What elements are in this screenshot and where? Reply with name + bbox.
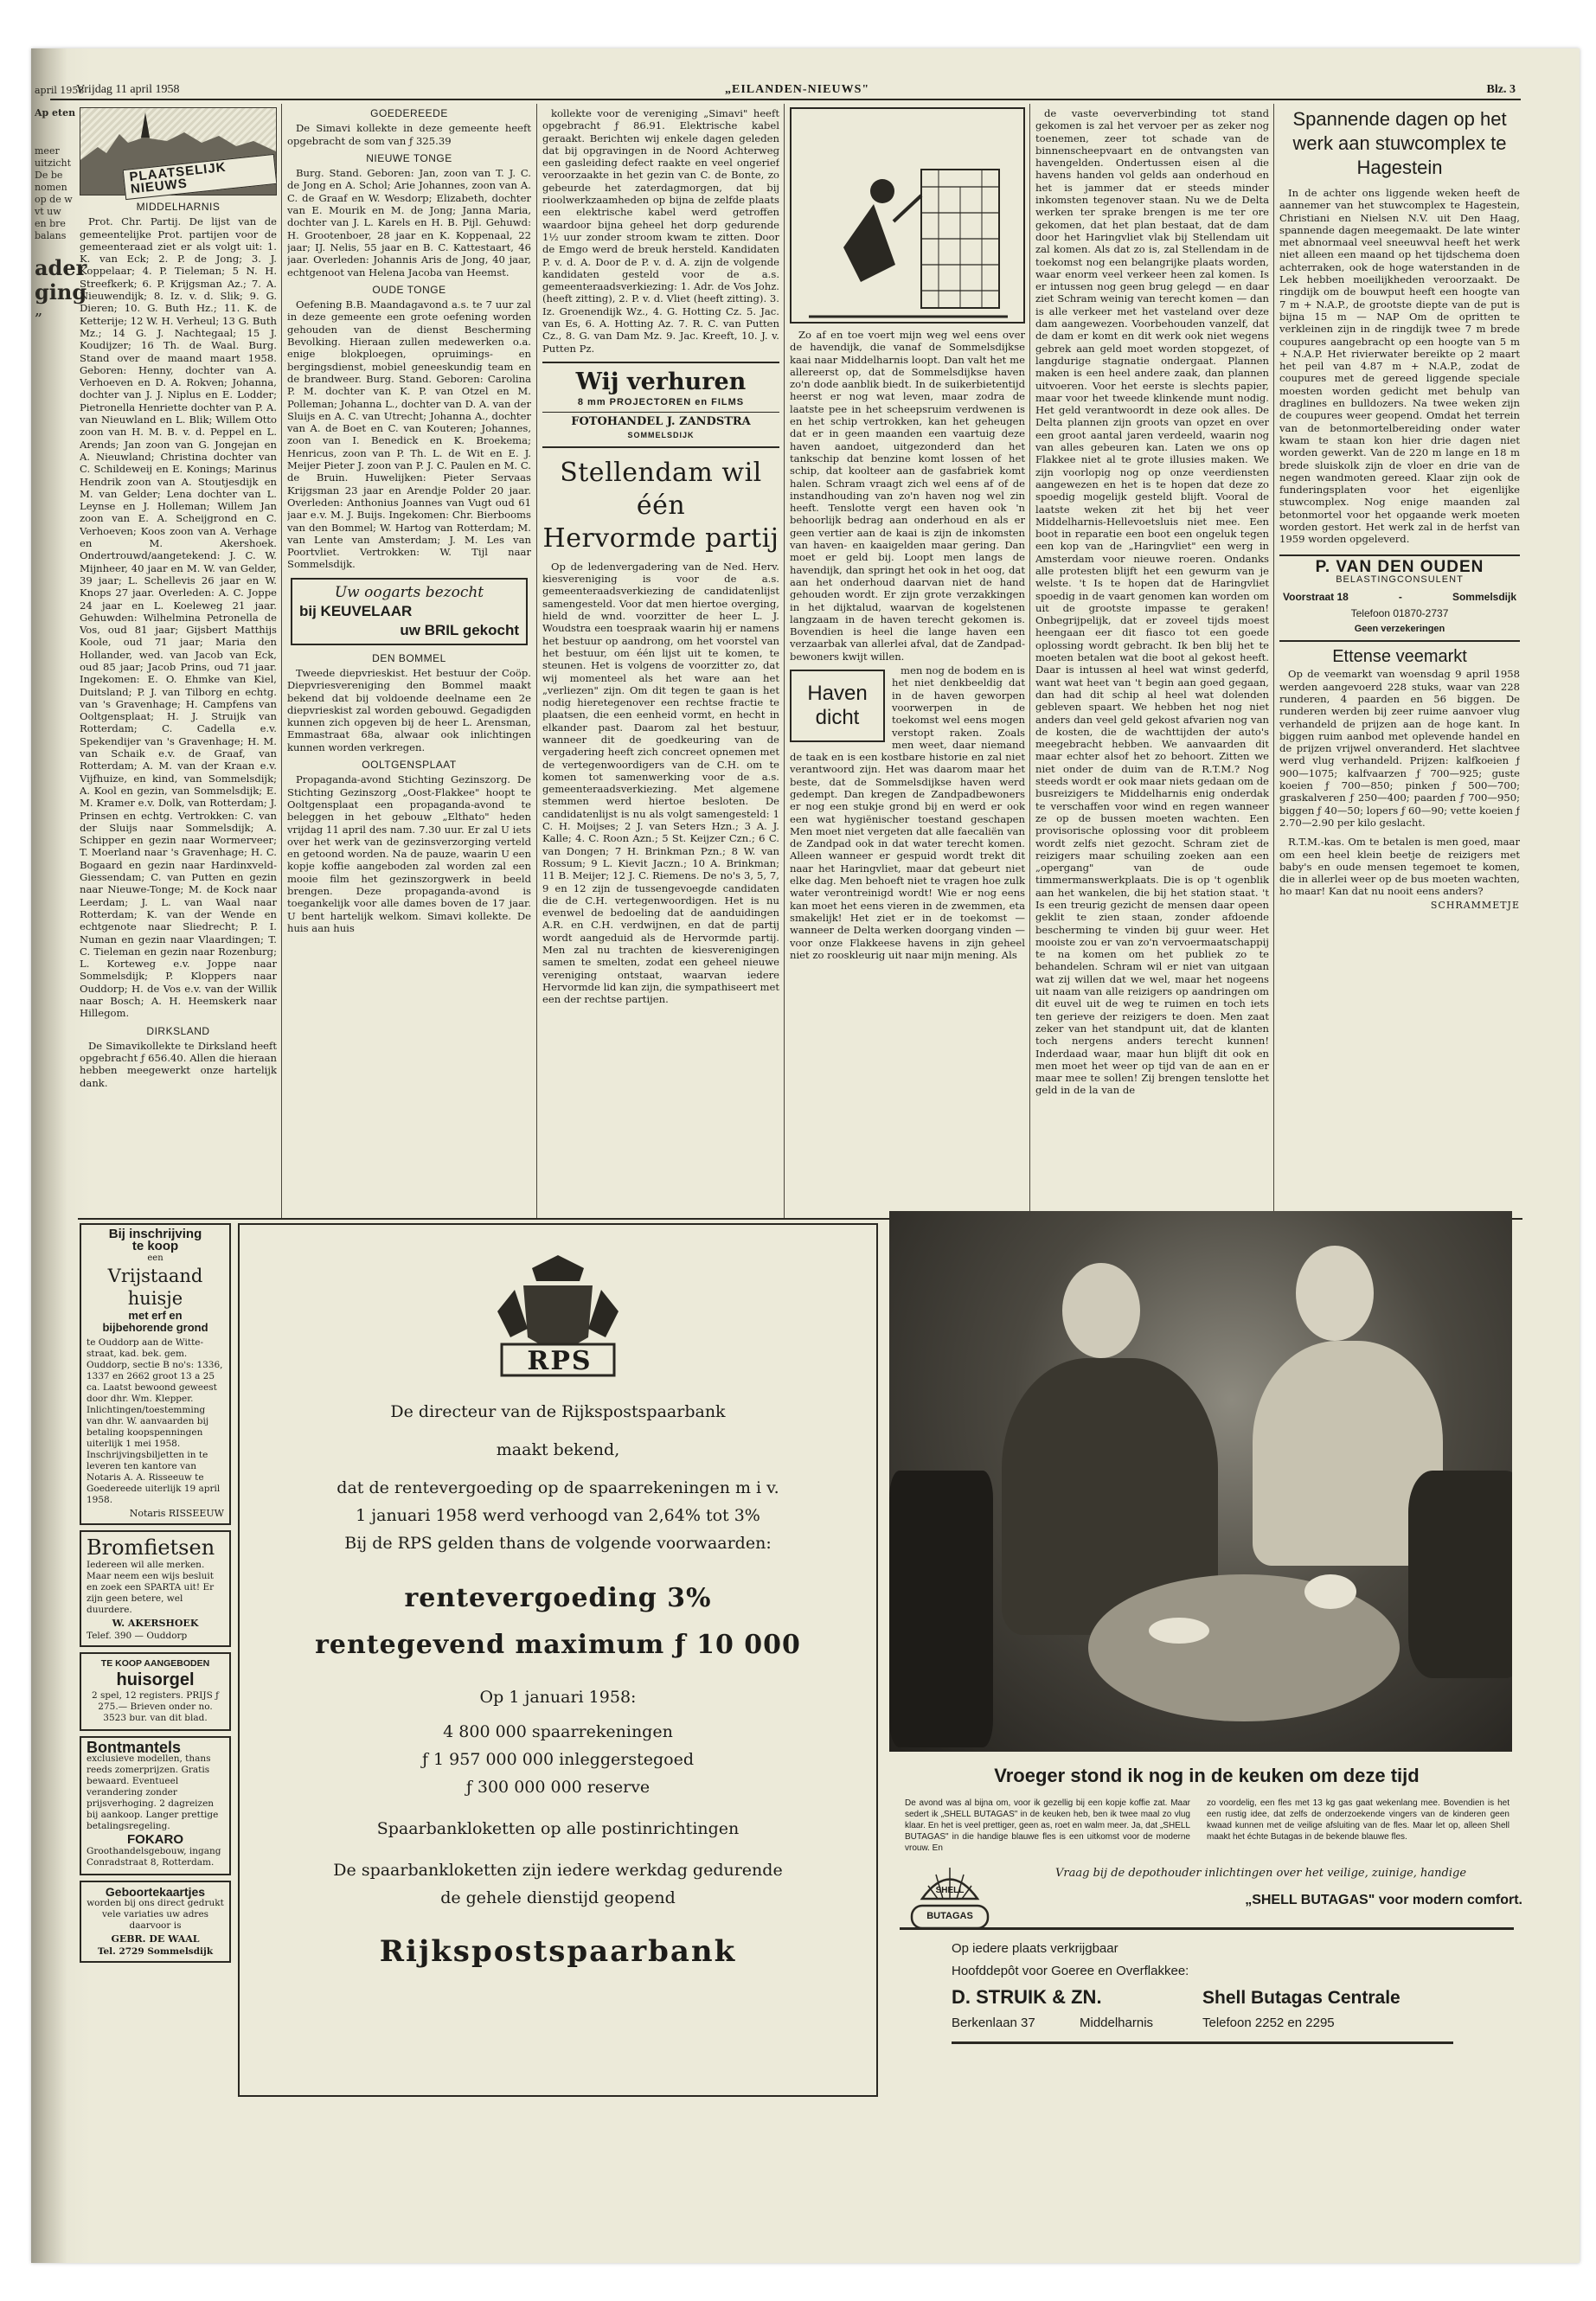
heading-middelharnis: MIDDELHARNIS	[136, 201, 221, 213]
stellendam-headline	[542, 457, 779, 555]
rps-line-8: De spaarbankloketten zijn iedere werkdag gedurende	[333, 1861, 783, 1880]
huisorgel-ad	[80, 1652, 231, 1731]
geboortekaartjes-name: GEBR. DE WAAL	[111, 1933, 200, 1945]
huisorgel-title: huisorgel	[116, 1670, 195, 1689]
foreground-figure-shape	[889, 1471, 993, 1747]
heading-goedereede: GOEDEREEDE	[370, 107, 448, 119]
spine-text: vt uw	[35, 206, 61, 217]
spine-text: op de w	[35, 194, 73, 205]
rps-advertisement	[238, 1223, 878, 2097]
spine-text: ging	[35, 279, 87, 304]
bromfietsen-ad	[80, 1530, 231, 1647]
spine-text: nomen	[35, 182, 67, 193]
masthead-text: PLAATSELIJK NIEUWS	[123, 154, 277, 200]
article-ooltgensplaat: Propaganda-avond Stichting Gezinszorg. De Stichting Gezinszorg „Oost-Flakkee" hoopt te Ooltgensplaat een propaganda-avond te beleggen in het gebouw „Elthato" heden vrijdag 11 april des nam. 7.30 uur. Er zal U iets over het werk van de gezinsverzorging verteld en getoond worden. Na de pauze, waarin U een kopje koffie aangeboden zal worden zal een mooie film het gezinszorgwerk in beeld brengen. Deze propaganda-avond is toegankelijk voor alle dames boven de 17 jaar. U bent hartelijk welkom. Simavi kollekte. De huis aan huis	[287, 773, 531, 934]
spine-text: uitzicht	[35, 157, 72, 169]
butagas-divider	[900, 1927, 1514, 1930]
article-den-bommel: Tweede diepvrieskist. Het bestuur der Coöp. Diepvriesvereniging den Bommel maakt bekend dat bij voldoende deelname een 2e diepvrieskist zal worden gebouwd. Gegadigden kunnen zich opgeven bij de heer L. Arensman, Emmastraat 68a, alwaar ook inlichtingen kunnen worden verkregen.	[287, 666, 531, 753]
column-schrammetje-continued	[1035, 107, 1269, 1216]
header-paper-name: „EILANDEN-NIEUWS"	[725, 83, 870, 96]
zandstra-title: Wij verhuren	[575, 368, 747, 395]
spine-text: De be	[35, 170, 63, 181]
spine-text: ader	[35, 255, 87, 280]
article-delta-werken: de vaste oeververbinding tot stand gekomen is zal het vervoer per as zeker nog toenemen, zeer tot schade van de binnenscheepvaart en de ontvangsten van havengelden. Ondertussen eisen al die havens handen vol gelds aan onderhoud en het is jammer dat er steeds minder inkomsten tegenover staan. Nu we de Delta werken ter sprake brengen is me ter ore gekomen, dat het plan bestaat, dat de dam door het Haringvliet vlak bij Stellendam uit zal komen. Als dat zo is, zal Stellendam in de toekomst nog een belangrijke plaats worden, waar enorm veel verkeer heen zal komen. Is er intussen nog geen brug gelegd — en daar ziet Schram weinig van terecht komen — dan is alle verkeer met het vasteland over deze dam aangewezen. Voorbehouden vanzelf, dat de dam er komt en dit werk ook niet wegens gebrek aan geld moet worden stopgezet, of langdurige stagnatie ondergaat. Plannen maken is een heel andere zaak, dan plannen uitvoeren. Voor het eerste is slechts papier, maar voor het tweede klinkende munt nodig. Het geld verantwoordt in deze ook alles. De Delta plannen zijn groots van opzet en over een groot aantal jaren verdeeld, waarin nog van alles gebeuren kan. Laten we ons op Flakkee niet al te grote illusies maken. We zijn voorlopig nog op onze veerdiensten aangewezen en het is te hopen dat deze zo spoedig mogelijk gesteld blijft. Vooral de laatste weken zit het bij het veer Middelharnis-Hellevoetsluis niet mee. Een boot in reparatie een boot een ongeluk tegen een kop van de „Haringvliet" een werg in Amsterdam voor nieuwe roeren. Ondanks alle protesten blijft het een gewurm van je welste. 't Is te hopen dat de Haringvliet spoedig in de vaart genomen kan worden om uit de grootste impasse te geraken! Onbegrijpelijk, dat er zoveel tijds moest heengaan eer dit fiasco tot een goede oplossing wordt gebracht. Ik ben blij het te moeten betalen wat die boot al gekost heeft. Daar is intussen al heel wat winst gederfd, want wat heet van 't begin aan goed gegaan, dan had dit schip al heel wat dolenden gebleven spaart. We hebben het nog niet anders dan veel geld gekost afvarien nog van de kosten, die de wachttijden der auto's meegebracht hebben. We aanvaarden dit maar echter alsof het zo behoort. Zitten we niet onder de duim van de R.T.M.? Nog steeds wordt er ook maar niets gedaan om de busreizigers te Middelharnis enig onderdak te verschaffen voor wind en regen wanneer ze op de bussen moeten wachten. Een provisorische oplossing voor dit probleem wordt zelfs niet gezocht. Schram ziet de reizigers maar schuiling zoeken aan een „opergang" van de oude timmermanswerkplaats. Die is op 't ogenblik aan het wankelen, die bij het station staat. 't Is een treurig gezicht de mensen daar opeen geklit te zien staan, zonder afdoende bescherming te vinden bij guur weer. Het mooiste zou er van zo'n vervoermaatschappij te na komen om het publiek zo te behandelen. Schram wil er niet van uitgaan wat zij willen dat we wel, maar het nogeens uit naam van alle reizigers op aandringen om dit euvel uit de weg te ruimen en toch iets ten gerieve der reizigers te doen. Men zaat zeker van het standpunt uit, dat de klanten toch nergens anders terecht kunnen! Inderdaad waar, maar hun blijft dit ook en men moet het weer op tijd van de aan en er maar mee te sollen! Zij brengen tenslotte het geld in de la van de	[1035, 107, 1269, 1097]
haven-dicht-box: Haven dicht	[790, 670, 885, 742]
hagestein-headline: Spannende dagen op het werk aan stuwcomplex te Hagestein	[1292, 108, 1507, 178]
article-oude-tonge: Oefening B.B. Maandagavond a.s. te 7 uur zal in deze gemeente een grote oefening worden gehouden van de dienst Bescherming Bevolking. Hieraan zullen medewerken o.a. enige blokploegen, opruimings- en bergingsdienst, mobiel geneeskundig team en de brandweer. Burg. Stand. Geboren: Carolina P. M. dochter van K. P. van Otzel en M. Polleman; Johanna L., dochter van D. A. van der Sluijs en A. C. van Utrecht; Johanna A., dochter van A. de Boet en C. van Kouteren; Johannes, zoon van I. Benedick en K. Broekema; Henricus, zoon van P. Th. L. de Wit en E. J. Meijer Pieter J. zoon van P. J. C. Paulen en M. C. de Bruin. Huwelijken: Pieter Servaas Krijgsman 23 jaar en Arendje Polder 20 jaar. Overleden: Anthonius Joannes van Vugt oud 61 jaar e.v. M. J. Buijs. Ingekomen: Chr. Bierbooms van den Bommel; W. Hartog van Rotterdam; M. van Lente van Amsterdam; J. M. Les van Poortvliet. Vertrokken: W. Tijl naar Sommelsdijk.	[287, 298, 531, 571]
rps-line-4: 1 januari 1958 werd verhoogd van 2,64% tot 3%	[356, 1506, 760, 1525]
butagas-depot: Hoofddepôt voor Goeree en Overflakkee:	[952, 1964, 1189, 1978]
butagas-phone: Telefoon 2252 en 2295	[1202, 2016, 1335, 2030]
man-face-shape	[1062, 1263, 1140, 1358]
column-rule	[784, 104, 785, 1220]
heading-ettense-veemarkt: Ettense veemarkt	[1332, 647, 1467, 667]
keuvelaar-line-1: Uw oogarts bezocht	[334, 583, 484, 601]
rps-name: Rijkspostspaarbank	[379, 1934, 737, 1969]
butagas-photo	[889, 1211, 1512, 1752]
bromfietsen-name: W. AKERSHOEK	[112, 1618, 199, 1629]
column-hagestein	[1279, 107, 1520, 1216]
butagas-ask: Vraag bij de depothouder inlichtingen over het veilige, zuinige, handige	[1055, 1867, 1467, 1880]
column-goedereede	[287, 107, 531, 1216]
van-den-ouden-note: Geen verzekeringen	[1354, 623, 1445, 634]
column-middelharnis	[80, 107, 277, 1216]
geboortekaartjes-phone: Tel. 2729 Sommelsdijk	[97, 1946, 214, 1957]
van-den-ouden-name: P. VAN DEN OUDEN	[1315, 557, 1484, 576]
spine-text: Ap eten	[35, 107, 76, 119]
shell-butagas-logo	[907, 1856, 993, 1933]
keuvelaar-line-3: uw BRIL gekocht	[400, 621, 519, 638]
zandstra-subtitle: 8 mm PROJECTOREN en FILMS	[577, 396, 745, 407]
column-rule	[1029, 104, 1030, 1220]
rps-figure-2: ƒ 1 957 000 000 inleggerstegoed	[421, 1750, 695, 1769]
article-simavi: kollekte voor de vereniging „Simavi" heeft opgebracht ƒ 86.91. Elektrische kabel geraakt. Berichten wij enkele dagen geleden dat bij opgravingen in de Noord Achterweg een gasleiding defect raakte en veel ongerief veroorzaakte in het gezin van C. de Bonte, zo gebeurde het zaterdagmorgen, dat bij rioolwerkzaamheden op bijna de zelfde plaats een elektrische kabel werd getroffen waardoor bijna geheel het dorp gedurende 1½ uur zonder stroom kwam te zitten. Door de Emgo werd de breuk hersteld. Kandidaten P. v. d. A. Door de P. v. d. A. zijn de volgende kandidaten gesteld voor de a.s. gemeenteraadsverkiezing: 1. Adr. de Vos Johz. (heeft zitting), 2. P. v. d. Vliet (heeft zitting). 3. Iz. Groenendijk Wz., 4. G. Hotting Cz. 5. Jac. van Es, 6. A. Hotting Az. 7. R. C. van Putten Cz., 8. G. van Dam Mz. 9. Jac. Kreeft, 10. J. v. Putten Pz.	[542, 107, 779, 355]
shell-logo-text: SHELL	[935, 1886, 965, 1895]
article-stellendam: Op de ledenvergadering van de Ned. Herv. kiesvereniging is voor de a.s. gemeenteraadsverkiezing de candidatenlijst samengesteld. Voor dat men hiertoe overging, hield de wnd. voorzitter de heer L. J. Woudstra een toespraak waarin hij er namens het bestuur op aandrong, om het voorstel van het bestuur, om één lijst uit te komen, te steunen. Het is volgens de voorzitter zo, dat wij momenteel als het ware aan het „verliezen" zijn. Om dit tegen te gaan is het nodig hieretegenover een rechtse fractie te plaatsen, die een eenheid vormt, en hecht in elkander past. Daarom zal het bestuur, wanneer dit de goedkeuring van de vergadering heeft zich concreet opnemen met de vertegenwoordigers van de C.H. om te komen tot samenwerking voor de a.s. gemeenteraadsverkiezing. Met algemene stemmen werd hiertoe besloten. De candidatenlijst is nu als volgt samengesteld: 1 C. H. Moijses; 2 J. van Seters Hzn.; 3 A. J. Kalle; 4. C. Roon Azn.; 5 St. Keijzer Czn.; 6 C. van Dongen; 7 H. Brinkman Pzn.; 8 W. van Rossum; 9 L. Kievit Jaczn.; 10 A. Brinkman; 11 B. Meijer; 12 J. C. Riemens. De no's 3, 5, 7, 9 en 12 zijn de tussengevoegde candidaten die de C.H. vertegenwoordigen. Het is nu evenwel de bedoeling dat de aanduidingen A.R. en C.H. verdwijnen, en dat de partij wordt aangeduid als de Hervormde partij. Men zal nu trachten de kiesverenigingen samen te smelten, zodat een geheel nieuwe vereniging ontstaat, waarvan iedere Hervormde lid kan zijn, die sympathiseert met een der rechtse partijen.	[542, 560, 779, 1006]
huisorgel-text: 2 spel, 12 registers. PRIJS ƒ 275.— Brieven onder no. 3523 bur. van dit blad.	[91, 1690, 220, 1723]
coffee-cup-shape	[1304, 1574, 1356, 1609]
column-schrammetje	[790, 107, 1025, 1216]
rps-body	[240, 1398, 876, 1969]
huisje-signature: Notaris RISSEEUW	[129, 1508, 224, 1519]
article-veemarkt: Op de veemarkt van woensdag 9 april 1958 werden aangevoerd 228 stuks, waar van 228 runderen, 4 paarden en 56 biggen. De runderen werden bij zeer ruime aanvoer vlug verhandeld de prijzen aan de hoge kant. In biggen ruim aanbod met oplevende handel en de prijzen vrijwel onveranderd. Het slachtvee werd vlug verhandeld. Prijzen: kalfkoeien ƒ 900—1075; kalfvaarzen ƒ 700—925; guste koeien ƒ 700—850; pinken ƒ 500—700; graskalveren ƒ 250—400; paarden ƒ 700—950; biggen ƒ 40—50; lopers ƒ 60—90; vette koeien ƒ 2.70—2.90 per kilo geslacht.	[1279, 668, 1520, 829]
rps-interest-rate: rentevergoeding 3%	[404, 1583, 712, 1613]
heading-den-bommel: DEN BOMMEL	[372, 651, 446, 664]
huisje-line-2: te koop	[131, 1239, 179, 1253]
rps-figure-3: ƒ 300 000 000 reserve	[465, 1778, 651, 1797]
column-rule	[1273, 104, 1274, 1220]
zandstra-firm: FOTOHANDEL J. ZANDSTRA	[542, 412, 779, 428]
butagas-city: Middelharnis	[1080, 2016, 1154, 2030]
spine-text: „	[35, 301, 43, 319]
article-haven-part-1: Zo af en toe voert mijn weg wel eens over de havendijk, die vanaf de Sommelsdijkse kaai naar Middelharnis loopt. Dan valt het me allereerst op, dat de Sommelsdijkse haven zo'n dode aanblik biedt. In de suikerbietentijd heerst er nog wat leven, maar zodra de laatste pee in het scheepsruim verdwenen is en het schip vertrokken, kan het geheugen dat er in geen maanden een vaartuig deze haven aandoet, uitgezonderd dan het tankschip dat benzine komt lossen of het schip, dat koolteer aan de gasfabriek komt halen. Schram vraagt zich wel eens af of de instandhouding van zo'n haven nog wel zin heeft. Tenslotte vergt een haven ook 'n behoorlijk bedrag aan onderhoud en als er geen vertier aan de kaai is zijn de inkomsten van haven- en kaaigelden maar gering. Dan moet er geld bij. Loopt men langs de havendijk, dan springt het ook in het oog, dat aan het onderhoud daarvan niet de hand gehouden wordt. Er zijn grote verzakkingen in het dijktalud, waarvan de kogelstenen langzaam in de haven terecht gekomen is. Bovendien is heel die lange haven een verzaarbak van allerlei afval, dat de Zandpad-bewoners kwijt willen.	[790, 329, 1025, 663]
butagas-slogan: „SHELL BUTAGAS" voor modern comfort.	[1245, 1893, 1522, 1907]
bromfietsen-phone: Telef. 390 — Ouddorp	[87, 1631, 188, 1641]
rps-line-6: Op 1 januari 1958:	[479, 1688, 637, 1707]
column-simavi	[542, 107, 779, 1216]
left-advertisements	[80, 1223, 231, 2166]
van-den-ouden-ad	[1279, 554, 1520, 642]
geboortekaartjes-title: Geboortekaartjes	[105, 1885, 206, 1899]
article-hagestein: In de achter ons liggende weken heeft de aannemer van het stuwcomplex te Hagestein, Christiani en Nielsen N.V. uit Den Haag, spannende dagen meegemaakt. De late winter met abnormaal veel sneeuwval heeft het werk niet alleen een maand op het tijdschema doen achterraken, ook de hoge waterstanden in de Lek hebben moeilijkheden veroorzaakt. De ringdijk om de bouwput heeft een hoogte van 7 m + N.A.P., de grootste diepte van de put is bijna 15 m — NAP Om de opritten te verkleinen zijn in de ringdijk twee 7 m brede coupures aangebracht op een hoogte van 5 m + N.A.P. Het rivierwater bereikte op 2 maart het peil van 4.87 m + N.A.P., zodat de coupures met de gereed liggende speciale moesten worden gedicht met behulp van draglines en bulldozers. Na twee weken zijn de coupures weer geopend. Omdat het terrein van de betonmortelbereiding onder water kwam te staan kon hier drie dagen niet worden gewerkt. Van de 220 m lange en 18 m brede sluiskolk zijn de vloer en drie van de negen wandmoten gereed. Klaar zijn ook de funderingsplaten voor het eigenlijke stuwcomplex. Nog enige maanden zal betonmortel voor het opgaande werk moeten worden gestort. Het werk zal in de herfst van 1959 worden opgeleverd.	[1279, 187, 1520, 546]
column-rule	[536, 104, 537, 1220]
rps-line-7: Spaarbankloketten op alle postinrichtingen	[376, 1819, 740, 1838]
huisje-line-1: Bij inschrijving	[108, 1227, 202, 1241]
butagas-address: Berkenlaan 37	[952, 2016, 1035, 2030]
zandstra-ad	[542, 362, 779, 448]
rps-line-3: dat de rentevergoeding op de spaarrekeningen m i v.	[337, 1478, 779, 1497]
huisorgel-heading: TE KOOP AANGEBODEN	[100, 1658, 210, 1669]
rps-line-5: Bij de RPS gelden thans de volgende voorwaarden:	[344, 1534, 772, 1553]
butagas-firm: D. STRUIK & ZN.	[952, 1986, 1102, 2008]
zandstra-place: SOMMELSDIJK	[627, 430, 695, 439]
van-den-ouden-phone: Telefoon 01870-2737	[1350, 606, 1449, 619]
stellendam-headline-line-2: Hervormde partij	[542, 522, 779, 554]
article-nieuwe-tonge: Burg. Stand. Geboren: Jan, zoon van T. J. C. de Jong en A. Schol; Arie Johannes, zoon van A. C. de Graaf en W. Wesdorp; Elizabeth, dochter van E. Mourik en M. de Jong; Janna Maria, dochter van J. L. Karels en H. B. Pijl. Gehuwd: H. Grootenboer, 28 jaar en K. Koppenaal, 22 jaar; IJ. Nelis, 55 jaar en B. C. Kattestaart, 46 jaar. Overleden: Johannis Aris de Jong, 40 jaar, echtgenoot van Helena Jacoba van Heemst.	[287, 167, 531, 279]
rps-line-1: De directeur van de Rijkspostspaarbank	[390, 1402, 726, 1421]
spine-text: balans	[35, 230, 67, 241]
geboortekaartjes-text: worden bij ons direct gedrukt vele variaties uw adres daarvoor is	[87, 1898, 224, 1931]
bontmantels-name: FOKARO	[127, 1832, 183, 1847]
article-goedereede: De Simavi kollekte in deze gemeente heeft opgebracht de som van ƒ 325.39	[287, 122, 531, 147]
plaatselijk-nieuws-masthead	[80, 107, 277, 195]
butagas-text-2: zo voordelig, een fles met 13 kg gas gaat wekenlang mee. Bovendien is het een rustig idee, dat zelfs de onderzoekende vingers van de kinderen geen kwaad kunnen met de veilige afsluiting van de fles. Maar let op, alleen Shell maakt het échte Butagas in de bekende blauwe fles.	[1207, 1798, 1509, 1842]
huisje-title: Vrijstaand huisje	[107, 1266, 203, 1309]
rps-figure-1: 4 800 000 spaarrekeningen	[443, 1722, 673, 1741]
foreground-arm-shape	[1408, 1471, 1512, 1678]
article-haven-part-2: men nog de bodem en is het niet denkbeeldig dat in de haven geworpen voorwerpen in de toekomst wel eens mogen verstopt raken. Zoals men weet, daar niemand de taak en is een kostbare historie en zal niet verantwoord zijn. Het was daarom maar het beste, dat de Sommelsdijkse haven werd gedempt. Dan kregen de Zandpadbewoners er nog een stukje grond bij en werd er ook een wat hygiënischer toestand geschapen Men moet niet vergeten dat alle faecaliën van de Zandpad ook in dat water terecht komen. Alleen wanneer er gespuid wordt trekt dit naar het Haringvliet, maar dat gebeurt niet elke dag. Men behoeft niet te vragen hoe zulk water verontreinigd wordt! Wie er nog eens kan moet het eens vieren in de zwemmen, eta smakelijk! Het ziet er in de toekomst — wanneer de Delta werken doorgang vinden — voor onze Flakkeese havens in zijn geheel niet zo rooskleurig uit naar mijn mening. Als	[790, 664, 1025, 961]
bontmantels-ad	[80, 1736, 231, 1875]
keuvelaar-ad	[291, 578, 528, 645]
column-rule	[281, 104, 282, 1220]
schrammetje-cartoon	[790, 107, 1025, 324]
article-middelharnis: Prot. Chr. Partij. De lijst van de gemeentelijke Prot. partijen voor de gemeenteraad ziet er als volgt uit: 1. K. van Eck; 2. P. de Jong; 3. J. Koppelaar; 4. P. Tieleman; 5 N. H. Streefkerk; 6. P. Krijgsman Az.; 7. A. Nieuwendijk; 8. Iz. v. d. Slik; 9. G. Dieren; 10. G. Buth Hz.; 11. K. de Ketterije; 12 W. H. Verheul; 13 G. Buth Mz.; 14 G. J. Nachtegaal; 15 J. Koudijzer; 16 Th. de Waal. Burg. Stand over de maand maart 1958. Geboren: Henny, dochter van A. Verhoeven en D. A. Rokven; Johanna, dochter van J. J. Niplus en E. Lodder; Pietronella Henriette dochter van P. A. van Nieuwland en L. Blik; Willem Otto zoon van H. M. B. v. d. Peppel en L. Arends; Jan zoon van G. Jongejan en A. Nieuwland; Christina dochter van C. Schildeweij en E. Konings; Marinus Hendrik zoon van A. Stoutjesdijk en M. van Gelder; Lena dochter van L. Leynse en J. Holleman; Willem Jan zoon van E. A. Scheijgrond en C. Verhoeven; Koos zoon van A. Verhage en M. Akershoek. Ondertrouwd/aangetekend: J. C. W. Mijnheer, 40 jaar en M. W. van Gelder, 39 jaar; L. Schellevis 26 jaar en W. Knops 27 jaar. Overleden: A. C. Joppe 24 jaar en L. Koeleweg 21 jaar. Gehuwden: Wilhelmina Petronella de Vos, oud 81 jaar; Gijsbert Matthijs Koole, oud 71 jaar; Maria den Hollander, wed. van Jacob van Eck, oud 85 jaar; Jacob Prins, oud 71 jaar. Ingekomen: E. O. Ehmke van Kiel, Duitsland; P. J. van Tilborg en echtg. van 's Gravenhage; H. Campfens van Ooltgensplaat; H. J. Struijk van Rotterdam; C. Cadella e.v. Spekendijer van 's Gravenhage; H. M. van Schaik e.v. de Graaf, van Rotterdam; A. M. van der Kraan e.v. Vijfhuize, en kind, van Sommelsdijk; A. Kool en gezin, van Sommelsdijk; E. M. Kramer e.v. Dolk, van Rotterdam; J. Prinsen en echtg. Vertrokken: C. van der Sluijs naar Sommelsdijk; A. Schipper en gezin naar Wormerveer; T. Moerland naar 's Gravenhage; H. C. Bogaard en gezin naar Hardinxveld-Giessendam; C. van Putten en gezin naar Nieuwe-Tonge; M. de Kock naar Leerdam; J. L. van Waal naar Rotterdam; K. van der Wende en echtgenote naar Sliedrecht; P. I. Numan en gezin naar Vlaardingen; T. C. Tieleman en gezin naar Rozenburg; L. Korteweg e.v. Joppe naar Sommelsdijk; P. Kloppers naar Ouddorp; H. de Vos e.v. van der Willik naar Bosch; A. H. Heemskerk naar Hillegom.	[80, 215, 277, 1020]
cartoon-writer-icon	[792, 109, 1023, 322]
rps-line-2: maakt bekend,	[496, 1440, 620, 1459]
article-dirksland: De Simavikollekte te Dirksland heeft opgebracht ƒ 656.40. Allen die hieraan hebben meegewerkt onze hartelijk dank.	[80, 1039, 277, 1089]
keuvelaar-line-2: bij KEUVELAAR	[299, 602, 413, 619]
huisje-text: te Ouddorp aan de Witte-straat, kad. bek. gem. Ouddorp, sectie B no's: 1336, 1337 en 2662 groot 13 a 25 ca. Laatst bewoond geweest door dhr. Wm. Klepper. Inlichtingen/toestemming van dhr. W. aanvaarden bij betaling koopspenningen uiterlijk 1 mei 1958. Inschrijvingsbiljetten in te leveren ten kantore van Notaris A. A. Risseeuw te Goedereede uiterlijk 19 april 1958.	[87, 1337, 223, 1505]
rps-logo-text: RPS	[527, 1346, 593, 1376]
rps-maximum: rentegevend maximum ƒ 10 000	[315, 1630, 801, 1660]
bontmantels-title: Bontmantels	[87, 1739, 182, 1756]
van-den-ouden-address: Voorstraat 18	[1283, 591, 1349, 604]
huisje-ad	[80, 1223, 231, 1525]
van-den-ouden-city: Sommelsdijk	[1452, 591, 1516, 604]
signature-schrammetje: SCHRAMMETJE	[1430, 899, 1520, 911]
butagas-text-1: De avond was al bijna om, voor ik gezellig bij een kopje koffie zat. Maar sedert ik „SHELL BUTAGAS" in de keuken heb, ben ik twee maal zo vlug klaar. En het is veel prettiger, geen as, roet en walm meer. Ja, dat „SHELL BUTAGAS" in die handige blauwe fles is een uitkomst voor de moderne vrouw. En	[905, 1798, 1190, 1853]
spine-column	[35, 85, 87, 317]
van-den-ouden-address-row	[1283, 591, 1516, 603]
header-page-number: Blz. 3	[1486, 83, 1516, 96]
spine-text: en bre	[35, 218, 66, 229]
heading-oude-tonge: OUDE TONGE	[372, 283, 446, 296]
spine-text: meer	[35, 145, 60, 157]
stellendam-headline-line-1: Stellendam wil één	[560, 457, 762, 521]
van-den-ouden-title: BELASTINGCONSULENT	[1336, 574, 1464, 585]
geboortekaartjes-ad	[80, 1881, 231, 1963]
woman-face-shape	[1296, 1246, 1374, 1341]
spine-text: april 1958	[35, 85, 85, 96]
saucer-shape	[1149, 1618, 1209, 1644]
rps-line-9: de gehele dienstijd geopend	[440, 1888, 676, 1907]
heading-nieuwe-tonge: NIEUWE TONGE	[366, 151, 452, 164]
bromfietsen-text: Iedereen wil alle merken. Maar neem een wijs besluit en zoek een SPARTA uit! Er zijn geen betere, wel duurdere.	[87, 1560, 215, 1615]
header-date: Vrijdag 11 april 1958	[76, 83, 180, 96]
huisje-line-6: bijbehorende grond	[102, 1321, 208, 1334]
heading-dirksland: DIRKSLAND	[146, 1024, 210, 1037]
bontmantels-text: exclusieve modellen, thans reeds zomerprijzen. Gratis bewaard. Eventueel verandering zonder prijsverhoging. 2 dagreizen bij aankoop. Langer prettige betalingsregeling.	[87, 1753, 219, 1831]
huisje-line-5: met erf en	[128, 1309, 183, 1322]
butagas-centrale: Shell Butagas Centrale	[1202, 1988, 1401, 2008]
butagas-bottom-rule	[952, 2041, 1453, 2044]
butagas-headline: Vroeger stond ik nog in de keuken om deze tijd	[994, 1765, 1420, 1786]
bromfietsen-title: Bromfietsen	[87, 1535, 215, 1560]
heading-ooltgensplaat: OOLTGENSPLAAT	[362, 759, 457, 772]
huisje-line-3: een	[147, 1253, 163, 1263]
bontmantels-address: Groothandelsgebouw, ingang Conradstraat 8, Rotterdam.	[87, 1846, 221, 1868]
butagas-availability: Op iedere plaats verkrijgbaar	[952, 1941, 1118, 1956]
page-header	[50, 81, 1521, 100]
van-den-ouden-separator: -	[1398, 591, 1402, 604]
article-rtm-kas: R.T.M.-kas. Om te betalen is men goed, maar om een heel klein beetje de reizigers met baby's en oude mensen tegemoet te komen, die in allerlei weer op de bus moeten wachten, ho maar! Kan dat nu nooit eens anders?	[1279, 836, 1520, 898]
butagas-logo-text: BUTAGAS	[926, 1911, 973, 1921]
